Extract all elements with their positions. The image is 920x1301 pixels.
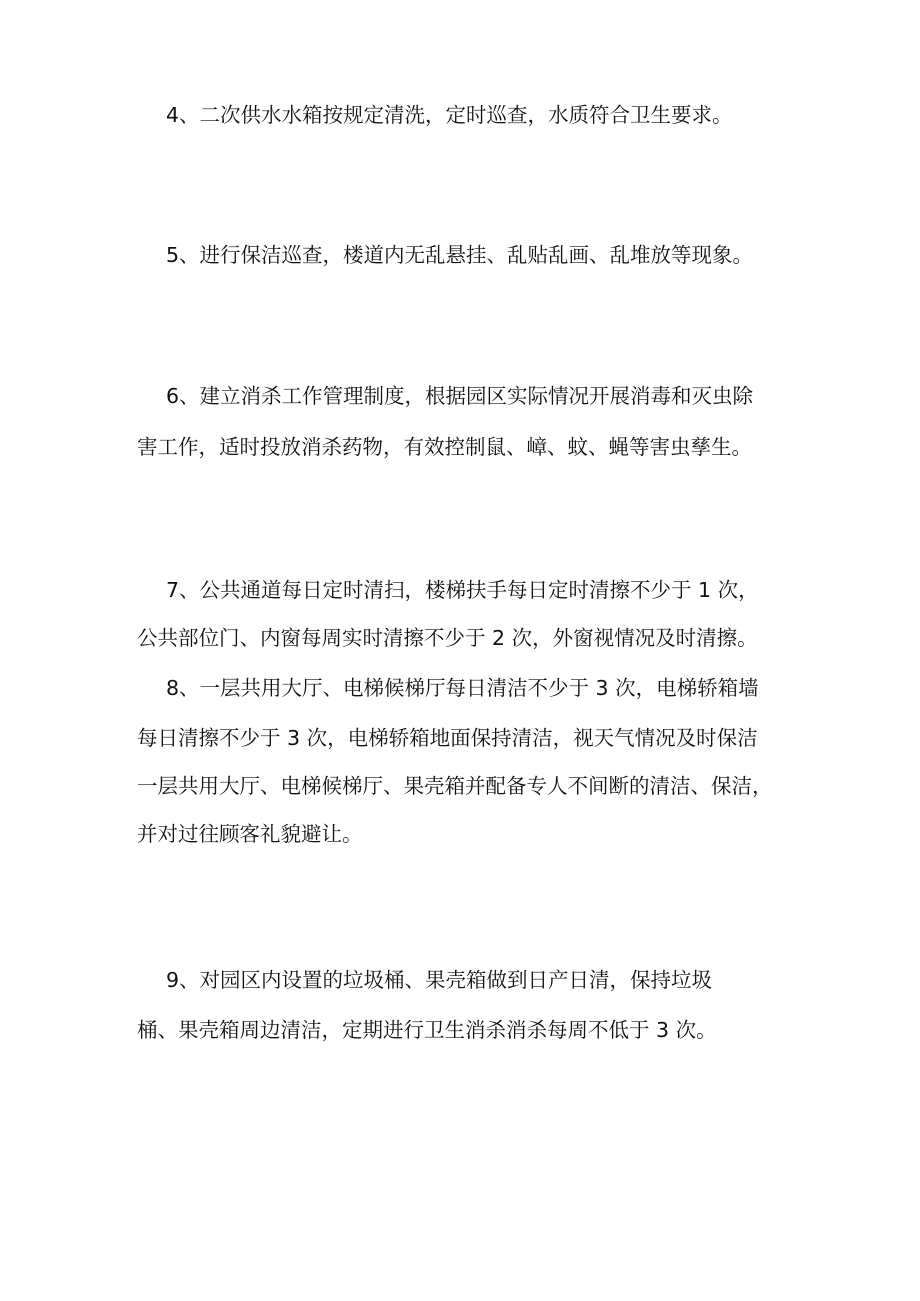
item-6-line-1: 6、建立消杀工作管理制度，根据园区实际情况开展消毒和灭虫除 (166, 384, 754, 408)
item-4-line-1: 4、二次供水水箱按规定清洗，定时巡查，水质符合卫生要求。 (166, 103, 733, 127)
item-7-line-2: 公共部位门、内窗每周实时清擦不少于 2 次，外窗视情况及时清擦。 (137, 626, 758, 650)
item-8-line-1: 8、一层共用大厅、电梯候梯厅每日清洁不少于 3 次，电梯轿箱墙 (166, 676, 759, 700)
item-6-line-2: 害工作，适时投放消杀药物，有效控制鼠、嶂、蚊、蝇等害虫孳生。 (137, 435, 752, 459)
item-8-line-3: 一层共用大厅、电梯候梯厅、果壳箱并配备专人不间断的清洁、保洁， (137, 774, 773, 798)
item-9-line-1: 9、对园区内设置的垃圾桶、果壳箱做到日产日清，保持垃圾 (166, 968, 713, 992)
item-5-line-1: 5、进行保洁巡查，楼道内无乱悬挂、乱贴乱画、乱堆放等现象。 (166, 243, 754, 267)
item-8-line-4: 并对过往顾客礼貌避让。 (137, 822, 363, 846)
item-8-line-2: 每日清擦不少于 3 次，电梯轿箱地面保持清洁，视天气情况及时保洁 (137, 726, 758, 750)
item-7-line-1: 7、公共通道每日定时清扫，楼梯扶手每日定时清擦不少于 1 次， (166, 578, 759, 602)
item-9-line-2: 桶、果壳箱周边清洁，定期进行卫生消杀消杀每周不低于 3 次。 (137, 1018, 717, 1042)
